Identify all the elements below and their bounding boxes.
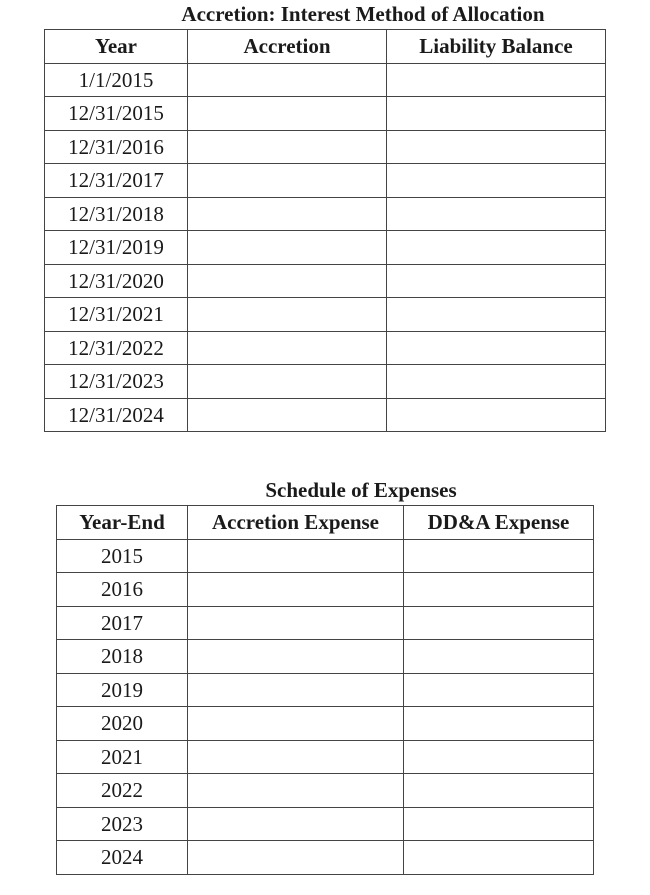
table-row bbox=[57, 673, 594, 707]
table-row bbox=[57, 740, 594, 774]
year-cell: 12/31/2019 bbox=[45, 231, 188, 265]
accretion-cell[interactable] bbox=[188, 231, 387, 265]
column-header-dda-expense: DD&A Expense bbox=[404, 506, 594, 540]
table-row bbox=[57, 606, 594, 640]
year-end-cell: 2019 bbox=[57, 673, 188, 707]
year-end-cell: 2024 bbox=[57, 841, 188, 875]
accretion-expense-cell[interactable] bbox=[188, 807, 404, 841]
dda-expense-cell[interactable] bbox=[404, 841, 594, 875]
table-row bbox=[57, 707, 594, 741]
dda-expense-cell[interactable] bbox=[404, 606, 594, 640]
liability-balance-cell[interactable] bbox=[387, 398, 606, 432]
accretion-expense-cell[interactable] bbox=[188, 740, 404, 774]
dda-expense-cell[interactable] bbox=[404, 640, 594, 674]
accretion-cell[interactable] bbox=[188, 264, 387, 298]
dda-expense-cell[interactable] bbox=[404, 774, 594, 808]
year-cell: 12/31/2022 bbox=[45, 331, 188, 365]
accretion-cell[interactable] bbox=[188, 331, 387, 365]
column-header-liability-balance: Liability Balance bbox=[387, 30, 606, 64]
expenses-table bbox=[56, 505, 594, 875]
table-row bbox=[57, 807, 594, 841]
year-end-cell: 2020 bbox=[57, 707, 188, 741]
table-row bbox=[45, 231, 606, 265]
accretion-cell[interactable] bbox=[188, 365, 387, 399]
table-row bbox=[45, 164, 606, 198]
year-cell: 12/31/2016 bbox=[45, 130, 188, 164]
table-row bbox=[57, 774, 594, 808]
accretion-expense-cell[interactable] bbox=[188, 539, 404, 573]
accretion-expense-cell[interactable] bbox=[188, 673, 404, 707]
liability-balance-cell[interactable] bbox=[387, 130, 606, 164]
dda-expense-cell[interactable] bbox=[404, 807, 594, 841]
year-cell: 1/1/2015 bbox=[45, 63, 188, 97]
liability-balance-cell[interactable] bbox=[387, 63, 606, 97]
year-end-cell: 2023 bbox=[57, 807, 188, 841]
year-cell: 12/31/2017 bbox=[45, 164, 188, 198]
dda-expense-cell[interactable] bbox=[404, 707, 594, 741]
dda-expense-cell[interactable] bbox=[404, 573, 594, 607]
liability-balance-cell[interactable] bbox=[387, 231, 606, 265]
liability-balance-cell[interactable] bbox=[387, 298, 606, 332]
year-cell: 12/31/2023 bbox=[45, 365, 188, 399]
accretion-table bbox=[44, 29, 606, 432]
accretion-expense-cell[interactable] bbox=[188, 841, 404, 875]
liability-balance-cell[interactable] bbox=[387, 164, 606, 198]
table-header-row bbox=[45, 30, 606, 64]
accretion-cell[interactable] bbox=[188, 97, 387, 131]
column-header-accretion: Accretion bbox=[188, 30, 387, 64]
table-row bbox=[57, 573, 594, 607]
liability-balance-cell[interactable] bbox=[387, 331, 606, 365]
column-header-year: Year bbox=[45, 30, 188, 64]
accretion-expense-cell[interactable] bbox=[188, 606, 404, 640]
table-row bbox=[45, 298, 606, 332]
year-cell: 12/31/2024 bbox=[45, 398, 188, 432]
table-row bbox=[57, 640, 594, 674]
table-row bbox=[45, 97, 606, 131]
table-row bbox=[57, 539, 594, 573]
column-header-year-end: Year-End bbox=[57, 506, 188, 540]
table-row bbox=[57, 841, 594, 875]
accretion-cell[interactable] bbox=[188, 398, 387, 432]
year-end-cell: 2021 bbox=[57, 740, 188, 774]
table-row bbox=[45, 197, 606, 231]
year-cell: 12/31/2020 bbox=[45, 264, 188, 298]
year-end-cell: 2016 bbox=[57, 573, 188, 607]
liability-balance-cell[interactable] bbox=[387, 264, 606, 298]
accretion-expense-cell[interactable] bbox=[188, 707, 404, 741]
liability-balance-cell[interactable] bbox=[387, 97, 606, 131]
accretion-expense-cell[interactable] bbox=[188, 640, 404, 674]
accretion-cell[interactable] bbox=[188, 197, 387, 231]
dda-expense-cell[interactable] bbox=[404, 740, 594, 774]
accretion-expense-cell[interactable] bbox=[188, 573, 404, 607]
expenses-table-title: Schedule of Expenses bbox=[265, 478, 457, 502]
accretion-expense-cell[interactable] bbox=[188, 774, 404, 808]
table-row bbox=[45, 264, 606, 298]
dda-expense-cell[interactable] bbox=[404, 673, 594, 707]
year-end-cell: 2018 bbox=[57, 640, 188, 674]
accretion-cell[interactable] bbox=[188, 130, 387, 164]
liability-balance-cell[interactable] bbox=[387, 197, 606, 231]
table-row bbox=[45, 365, 606, 399]
year-end-cell: 2015 bbox=[57, 539, 188, 573]
year-end-cell: 2022 bbox=[57, 774, 188, 808]
table-row bbox=[45, 63, 606, 97]
table-row bbox=[45, 331, 606, 365]
table-header-row bbox=[57, 506, 594, 540]
year-end-cell: 2017 bbox=[57, 606, 188, 640]
dda-expense-cell[interactable] bbox=[404, 539, 594, 573]
table-row bbox=[45, 130, 606, 164]
table-row bbox=[45, 398, 606, 432]
year-cell: 12/31/2018 bbox=[45, 197, 188, 231]
liability-balance-cell[interactable] bbox=[387, 365, 606, 399]
column-header-accretion-expense: Accretion Expense bbox=[188, 506, 404, 540]
year-cell: 12/31/2021 bbox=[45, 298, 188, 332]
year-cell: 12/31/2015 bbox=[45, 97, 188, 131]
accretion-cell[interactable] bbox=[188, 63, 387, 97]
accretion-cell[interactable] bbox=[188, 298, 387, 332]
accretion-table-title: Accretion: Interest Method of Allocation bbox=[181, 2, 545, 26]
accretion-cell[interactable] bbox=[188, 164, 387, 198]
